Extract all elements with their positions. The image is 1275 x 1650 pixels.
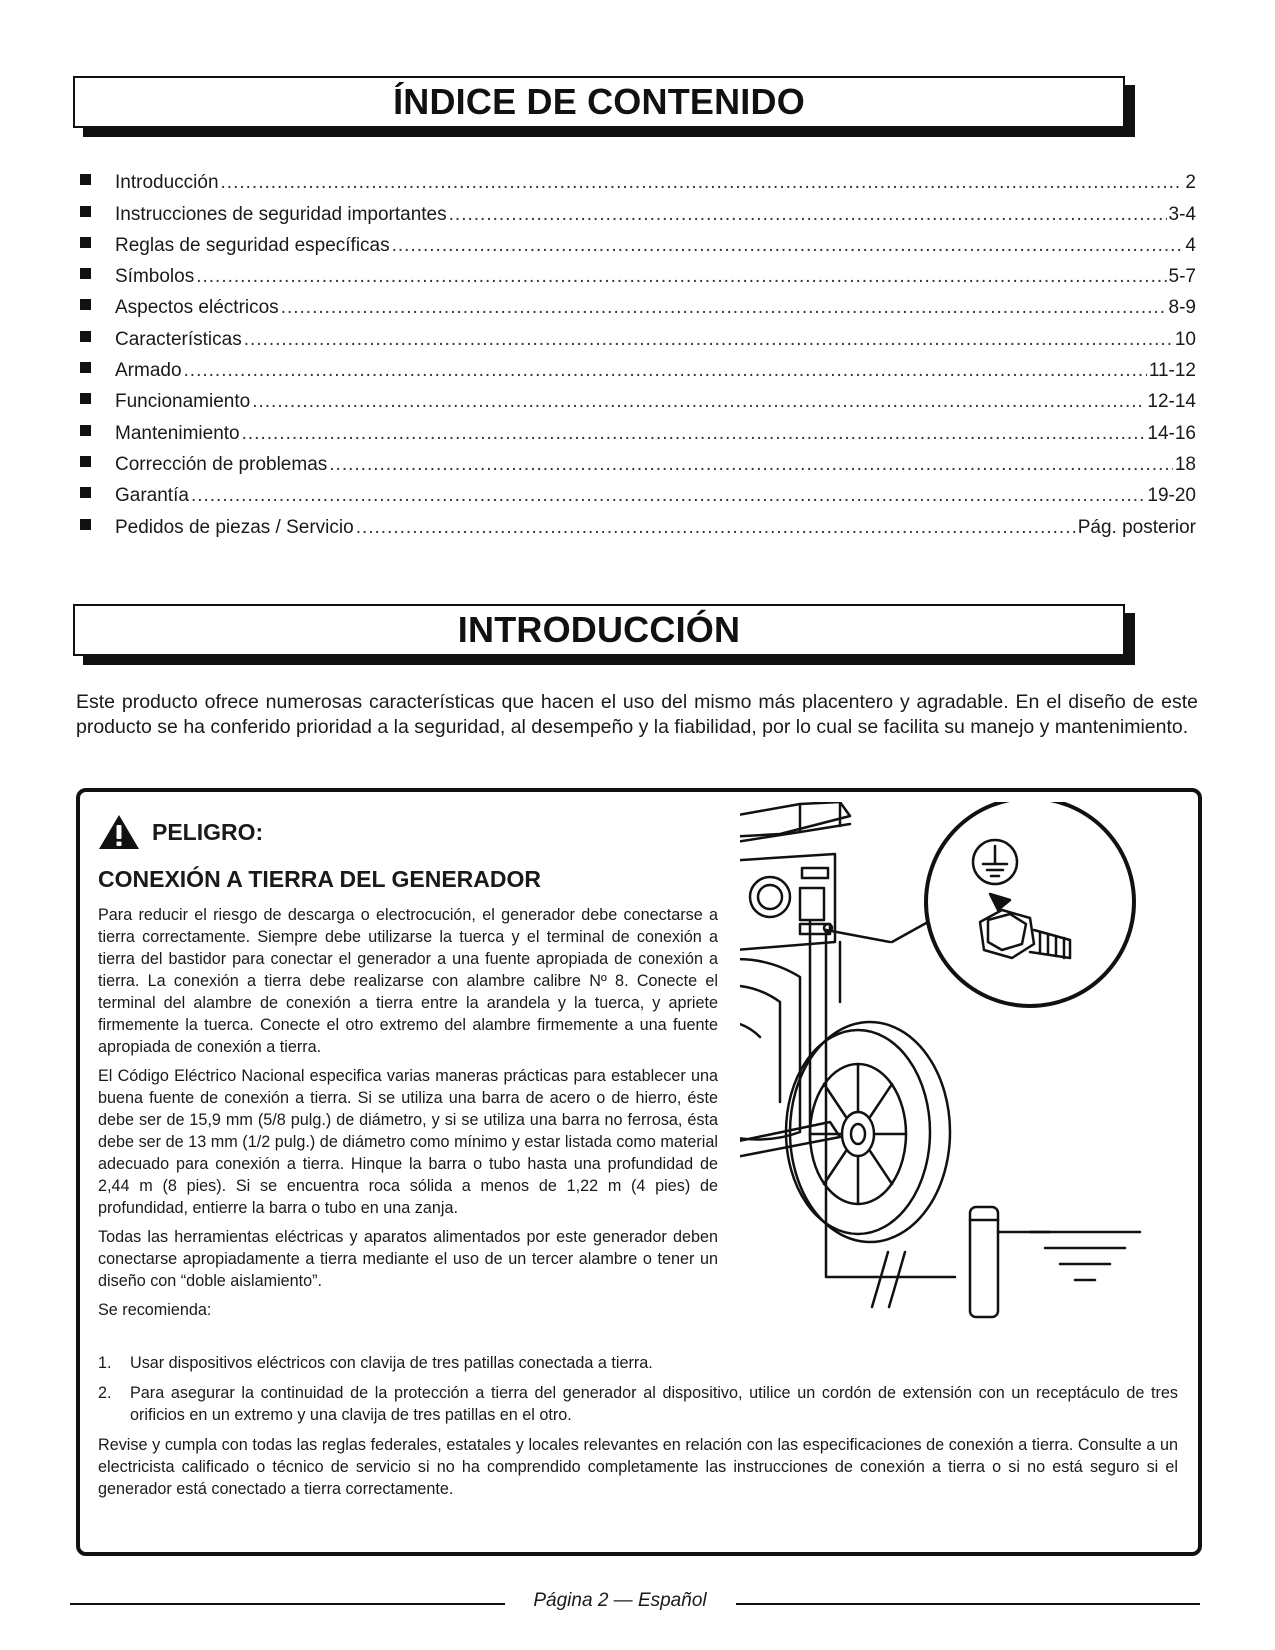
toc-item-page: 5-7 (1168, 266, 1196, 288)
toc-item-label: Introducción (115, 172, 219, 194)
bullet-icon (80, 519, 91, 530)
bullet-icon (80, 237, 91, 248)
page-footer (70, 1588, 1200, 1618)
toc-item (76, 163, 1196, 194)
footer-rule-right (736, 1603, 1200, 1605)
toc-item-label: Aspectos eléctricos (115, 297, 279, 319)
toc-item-page: 3-4 (1168, 203, 1196, 225)
toc-item-label: Armado (115, 360, 182, 382)
toc-item-label: Mantenimiento (115, 422, 240, 444)
toc-leader-dots (242, 423, 1146, 445)
toc-leader-dots (329, 454, 1173, 476)
toc-item (76, 351, 1196, 382)
toc-item (76, 413, 1196, 444)
toc-item-label: Garantía (115, 485, 189, 507)
toc-item (76, 257, 1196, 288)
toc-item (76, 507, 1196, 538)
toc-item-page: 19-20 (1147, 485, 1196, 507)
bullet-icon (80, 425, 91, 436)
bullet-icon (80, 393, 91, 404)
toc-title: ÍNDICE DE CONTENIDO (393, 81, 805, 122)
danger-paragraph: Para reducir el riesgo de descarga o electrocución, el generador debe conectarse a tierra correctamente. Siempre debe utilizarse la tuerca y el terminal de conexión a tierra del bastidor para conectar el generador a una fuente apropiada de conexión a tierra. La conexión a tierra debe realizarse con alambre calibre Nº 8. Conecte el terminal del alambre de conexión a tierra entre la arandela y la tuerca, y apriete firmemente la tuerca. Conecte el otro extremo del alambre firmemente a una fuente apropiada de conexión a tierra. (98, 906, 718, 1056)
danger-label: PELIGRO: (152, 818, 264, 845)
toc-item-label: Funcionamiento (115, 391, 251, 413)
danger-body (98, 904, 718, 1328)
toc-item-page: Pág. posterior (1077, 516, 1196, 538)
toc-item (76, 382, 1196, 413)
danger-box (76, 788, 1202, 1556)
toc-list (76, 163, 1196, 539)
toc-leader-dots (252, 391, 1145, 413)
toc-item-label: Pedidos de piezas / Servicio (115, 516, 354, 538)
toc-item (76, 288, 1196, 319)
toc-leader-dots (244, 329, 1173, 351)
danger-header (98, 814, 263, 850)
toc-item-label: Instrucciones de seguridad importantes (115, 203, 447, 225)
bullet-icon (80, 206, 91, 217)
toc-leader-dots (449, 204, 1167, 226)
list-item-text: Para asegurar la continuidad de la protección a tierra del generador al dispositivo, utilice un cordón de extensión con un receptáculo de tres orificios en un extremo y una clavija de tres patillas en el otro. (130, 1384, 1178, 1424)
bullet-icon (80, 268, 91, 279)
bullet-icon (80, 299, 91, 310)
toc-item-page: 12-14 (1147, 391, 1196, 413)
toc-item (76, 226, 1196, 257)
generator-grounding-illustration (740, 802, 1190, 1322)
recommendation-list (98, 1352, 1178, 1426)
list-item-number: 2. (98, 1384, 112, 1402)
toc-item-page: 10 (1174, 328, 1196, 350)
toc-leader-dots (392, 235, 1184, 257)
toc-item-label: Corrección de problemas (115, 453, 328, 475)
toc-item-page: 8-9 (1168, 297, 1196, 319)
danger-paragraph: El Código Eléctrico Nacional especifica varias maneras prácticas para establecer una buena fuente de conexión a tierra. Si se utiliza una barra de acero o de hierro, éste debe ser de 15,9 mm (5/8 pulg.) de diámetro, y si se utiliza una barra no ferrosa, ésta debe ser de 13 mm (1/2 pulg.) de diámetro como mínimo y estar listada como material adecuado para conexión a tierra. Hinque la barra o tubo hasta una profundidad de 2,44 m (8 pies). Si se encuentra roca sólida a menos de 1,22 m (4 pies) de profundidad, entierre la barra o tubo en una zanja. (98, 1067, 718, 1217)
danger-paragraph: Se recomienda: (98, 1301, 212, 1319)
toc-leader-dots (356, 517, 1076, 539)
bullet-icon (80, 331, 91, 342)
list-item (98, 1382, 1178, 1426)
intro-title-box (73, 604, 1125, 656)
warning-triangle-icon (98, 814, 140, 850)
danger-closing: Revise y cumpla con todas las reglas federales, estatales y locales relevantes en relación con las especificaciones de conexión a tierra. Consulte a un electricista calificado o técnico de servicio si no ha comprendido completamente las instrucciones de conexión a tierra o si no está seguro si el generador está conectado a tierra correctamente. (98, 1436, 1178, 1498)
bullet-icon (80, 362, 91, 373)
bullet-icon (80, 174, 91, 185)
danger-paragraph: Todas las herramientas eléctricas y aparatos alimentados por este generador deben conectarse apropiadamente a tierra mediante el uso de un tercer alambre o tener un diseño con “doble aislamiento”. (98, 1228, 718, 1290)
list-item-text: Usar dispositivos eléctricos con clavija de tres patillas conectada a tierra. (130, 1354, 653, 1372)
toc-item-label: Símbolos (115, 266, 195, 288)
list-item (98, 1352, 1178, 1374)
list-item-number: 1. (98, 1354, 112, 1372)
footer-page-label: Página 2 — Español (533, 1590, 707, 1611)
toc-item (76, 194, 1196, 225)
toc-item (76, 476, 1196, 507)
toc-leader-dots (191, 485, 1145, 507)
toc-leader-dots (196, 266, 1166, 288)
danger-recommendations (98, 1352, 1178, 1500)
toc-leader-dots (184, 360, 1147, 382)
toc-item-page: 2 (1185, 172, 1196, 194)
toc-item (76, 319, 1196, 350)
intro-paragraph: Este producto ofrece numerosas características que hacen el uso del mismo más placentero y agradable. En el diseño de este producto se ha conferido prioridad a la seguridad, al desempeño y la fiabilidad, por lo cual se facilita su manejo y mantenimiento. (76, 691, 1198, 738)
danger-heading: CONEXIÓN A TIERRA DEL GENERADOR (98, 866, 541, 892)
bullet-icon (80, 487, 91, 498)
toc-item-page: 18 (1174, 453, 1196, 475)
footer-rule-left (70, 1603, 505, 1605)
toc-item-page: 4 (1185, 234, 1196, 256)
toc-item (76, 445, 1196, 476)
toc-item-page: 14-16 (1147, 422, 1196, 444)
toc-leader-dots (281, 297, 1167, 319)
intro-title: INTRODUCCIÓN (457, 609, 741, 650)
toc-item-label: Reglas de seguridad específicas (115, 234, 390, 256)
toc-leader-dots (221, 172, 1184, 194)
toc-item-label: Características (115, 328, 242, 350)
toc-item-page: 11-12 (1148, 360, 1196, 382)
bullet-icon (80, 456, 91, 467)
toc-title-box (73, 76, 1125, 128)
